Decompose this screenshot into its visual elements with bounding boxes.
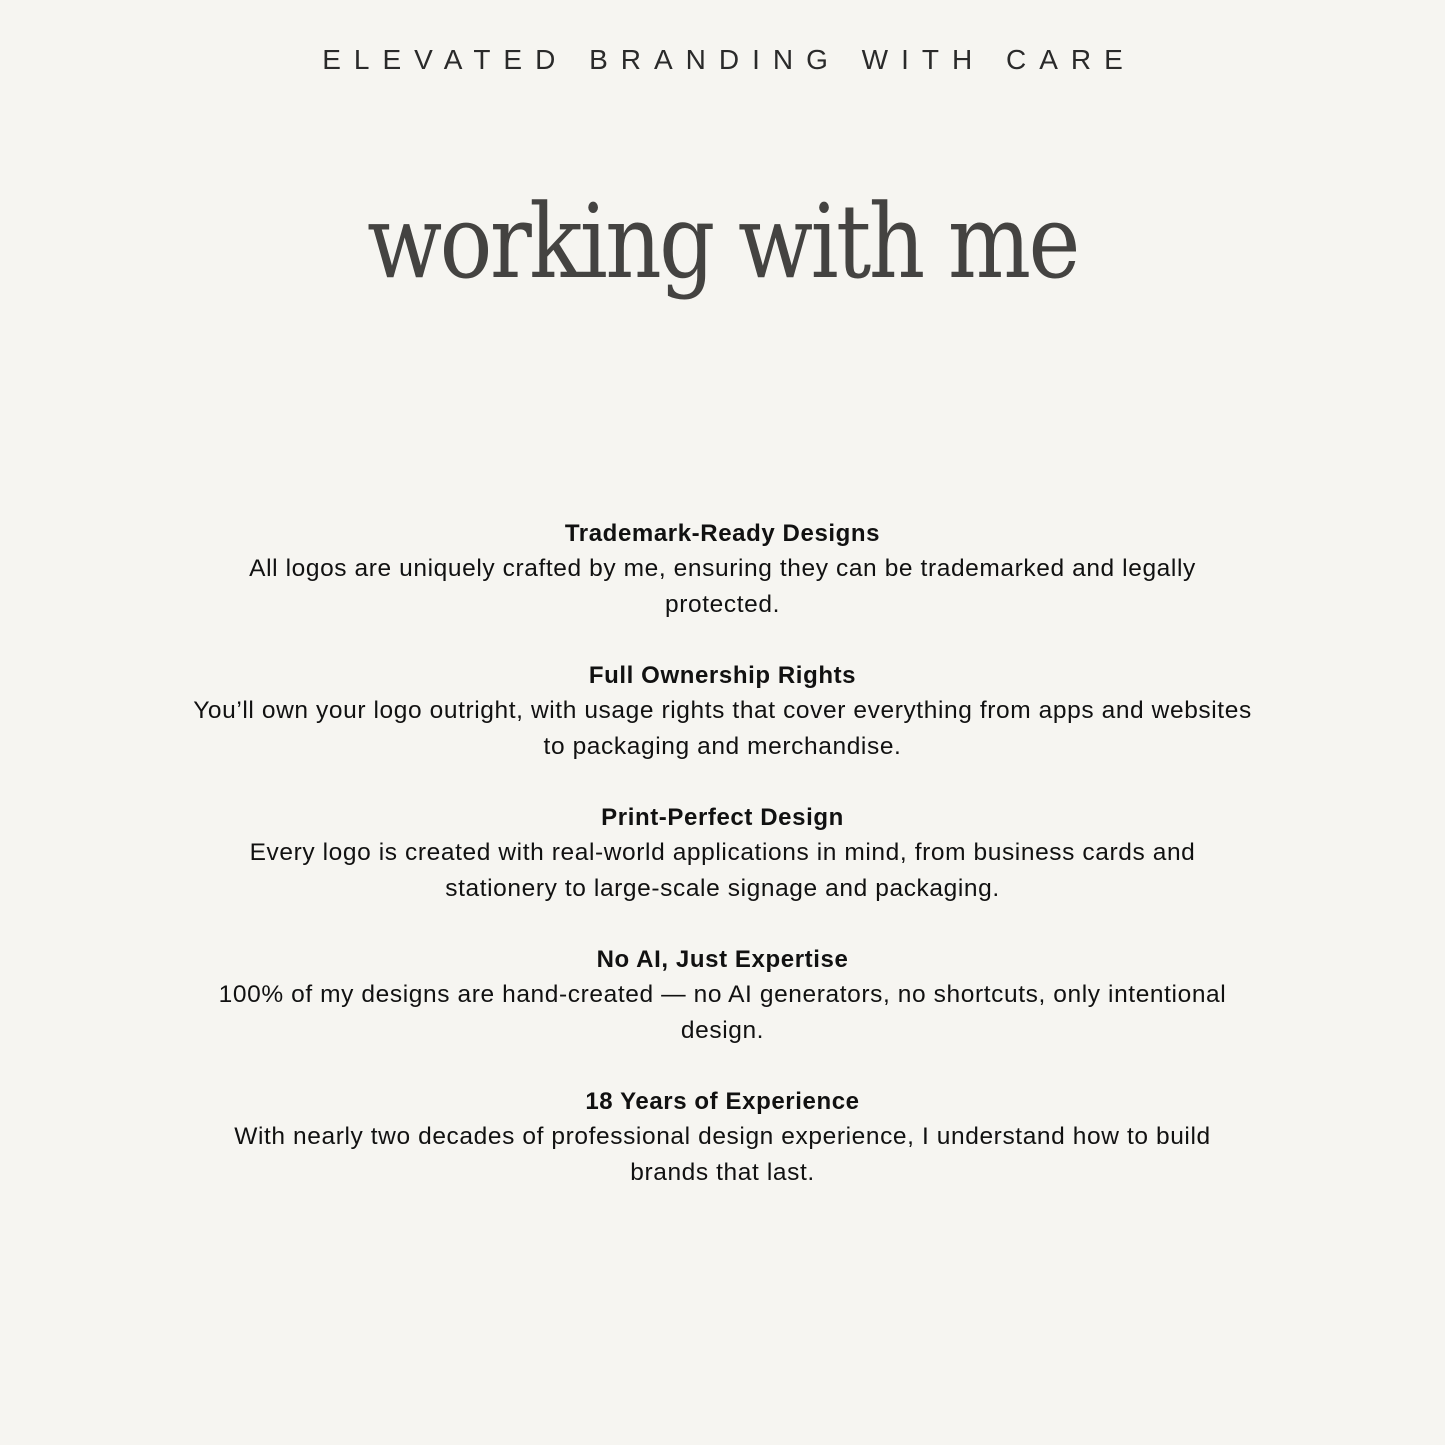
feature-description: 100% of my designs are hand-created — no AI generators, no shortcuts, only intentional design. — [218, 981, 1227, 1044]
feature-description: With nearly two decades of professional design experience, I understand how to build brands that last. — [234, 1123, 1211, 1186]
eyebrow-tagline: ELEVATED BRANDING WITH CARE — [322, 44, 1136, 75]
feature-description: Every logo is created with real-world applications in mind, from business cards and stationery to large-scale signage and packaging. — [249, 839, 1196, 902]
feature-trademark-ready — [193, 516, 1253, 622]
feature-title: Full Ownership Rights — [588, 662, 857, 689]
feature-description: You’ll own your logo outright, with usage rights that cover everything from apps and websites to packaging and merchandise. — [193, 697, 1252, 760]
feature-title: Trademark-Ready Designs — [564, 520, 881, 547]
feature-full-ownership — [193, 658, 1253, 764]
page-title: working with me — [367, 183, 1078, 302]
features-list — [0, 516, 1445, 1226]
feature-title: No AI, Just Expertise — [596, 946, 849, 973]
feature-description: All logos are uniquely crafted by me, ensuring they can be trademarked and legally protected. — [249, 555, 1196, 618]
feature-title: 18 Years of Experience — [585, 1088, 860, 1115]
feature-print-perfect — [193, 800, 1253, 906]
feature-experience — [193, 1084, 1253, 1190]
feature-title: Print-Perfect Design — [601, 804, 844, 831]
feature-no-ai — [193, 942, 1253, 1048]
